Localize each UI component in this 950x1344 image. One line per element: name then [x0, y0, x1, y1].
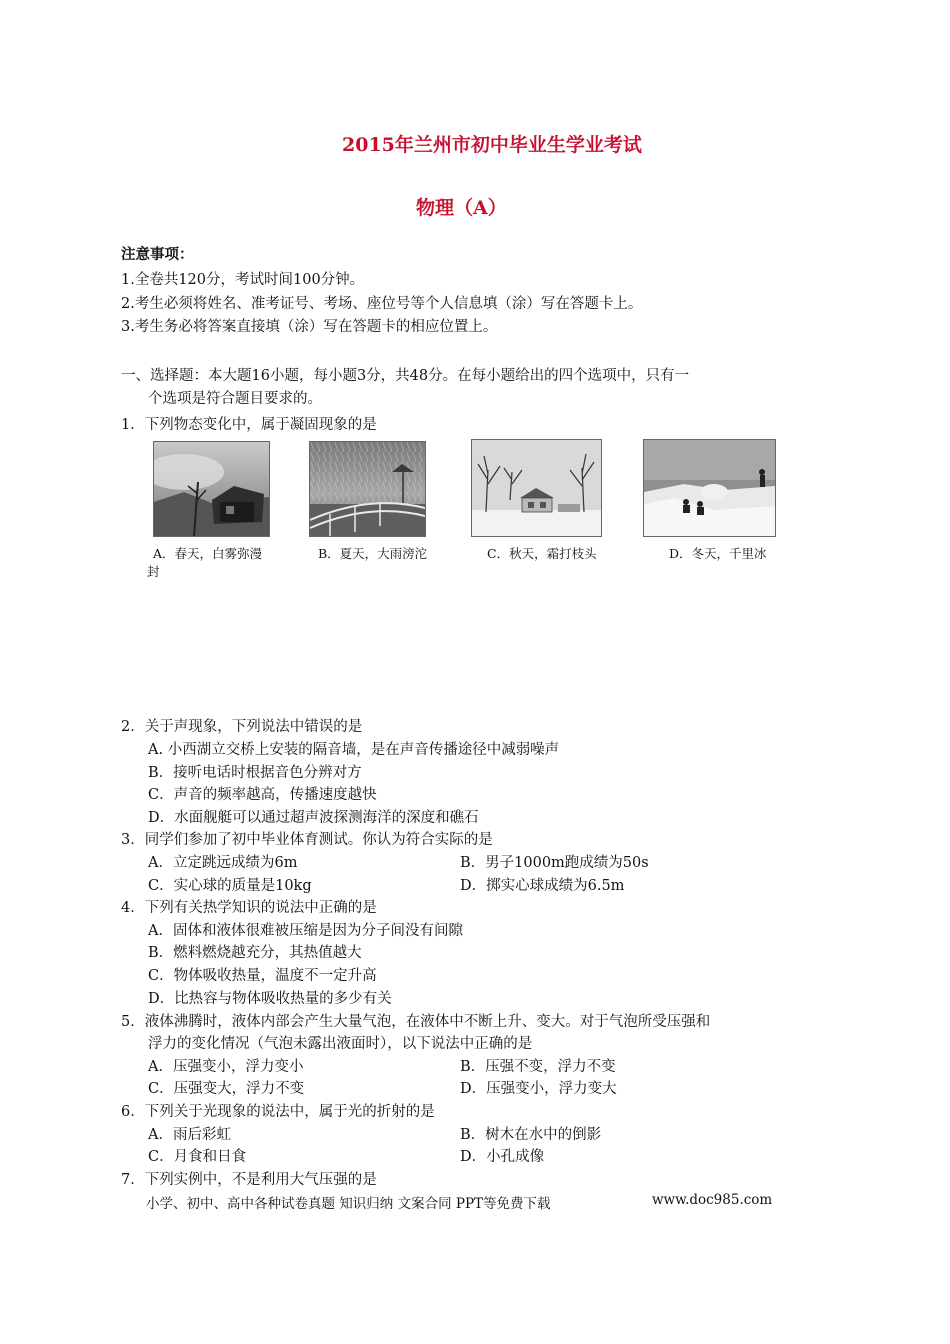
option-a-caption-cont: 封: [147, 564, 160, 579]
section-instructions: 一、选择题：本大题16小题，每小题3分，共48分。在每小题给出的四个选项中，只有一: [121, 368, 690, 384]
ice-snow-photo: [643, 439, 776, 537]
question-4-stem: 4．下列有关热学知识的说法中正确的是: [121, 900, 377, 916]
question-4-option: C．物体吸收热量，温度不一定升高: [148, 968, 377, 984]
rain-railing-photo: [309, 441, 426, 537]
question-6-stem: 6．下列关于光现象的说法中，属于光的折射的是: [121, 1104, 435, 1120]
question-1-stem: 1．下列物态变化中，属于凝固现象的是: [121, 417, 377, 433]
question-6-option: D．小孔成像: [460, 1149, 545, 1165]
question-2-option: A. 小西湖立交桥上安装的隔音墙，是在声音传播途径中减弱噪声: [148, 742, 560, 758]
question-2-stem: 2．关于声现象，下列说法中错误的是: [121, 719, 363, 735]
question-6-option: C．月食和日食: [148, 1149, 247, 1165]
question-4-option: B．燃料燃烧越充分，其热值越大: [148, 945, 362, 961]
exam-subtitle: 物理（A）: [416, 197, 507, 219]
question-5-option: A．压强变小，浮力变小: [148, 1059, 304, 1075]
frost-trees-photo: [471, 439, 602, 537]
question-2-option: B．接听电话时根据音色分辨对方: [148, 765, 362, 781]
question-3-option: B．男子1000m跑成绩为50s: [460, 855, 649, 871]
note-item: 3.考生务必将答案直接填（涂）写在答题卡的相应位置上。: [121, 319, 498, 335]
question-2-option: D．水面舰艇可以通过超声波探测海洋的深度和礁石: [148, 810, 479, 826]
question-3-option: D．掷实心球成绩为6.5m: [460, 878, 625, 894]
question-6-option: A．雨后彩虹: [148, 1127, 231, 1143]
fog-house-photo: [153, 441, 270, 537]
question-5-option: C．压强变大，浮力不变: [148, 1081, 305, 1097]
question-4-option: D．比热容与物体吸收热量的多少有关: [148, 991, 392, 1007]
question-5-stem: 5．液体沸腾时，液体内部会产生大量气泡，在液体中不断上升、变大。对于气泡所受压强和: [121, 1014, 711, 1030]
question-6-option: B．树木在水中的倒影: [460, 1127, 602, 1143]
note-item: 1.全卷共120分，考试时间100分钟。: [121, 272, 365, 288]
question-5-stem-cont: 浮力的变化情况（气泡未露出液面时），以下说法中正确的是: [148, 1036, 533, 1052]
option-a-caption: A．春天，白雾弥漫: [153, 546, 263, 561]
option-b-caption: B．夏天，大雨滂沱: [318, 546, 428, 561]
option-c-caption: C．秋天，霜打枝头: [487, 546, 597, 561]
question-7-stem: 7．下列实例中，不是利用大气压强的是: [121, 1172, 377, 1188]
option-d-caption: D．冬天，千里冰: [669, 546, 767, 561]
note-item: 2.考生必须将姓名、准考证号、考场、座位号等个人信息填（涂）写在答题卡上。: [121, 296, 643, 312]
footer-text: 小学、初中、高中各种试卷真题 知识归纳 文案合同 PPT等免费下载: [146, 1196, 551, 1212]
question-5-option: B．压强不变，浮力不变: [460, 1059, 616, 1075]
exam-title: 2015年兰州市初中毕业生学业考试: [342, 134, 642, 156]
section-instructions-cont: 个选项是符合题目要求的。: [148, 391, 322, 407]
question-3-option: A．立定跳远成绩为6m: [148, 855, 298, 871]
footer-link[interactable]: www.doc985.com: [652, 1192, 773, 1208]
question-4-option: A．固体和液体很难被压缩是因为分子间没有间隙: [148, 923, 463, 939]
question-3-option: C．实心球的质量是10kg: [148, 878, 312, 894]
notes-heading: 注意事项：: [121, 246, 194, 263]
question-2-option: C．声音的频率越高，传播速度越快: [148, 787, 377, 803]
question-3-stem: 3．同学们参加了初中毕业体育测试。你认为符合实际的是: [121, 832, 493, 848]
question-5-option: D．压强变小，浮力变大: [460, 1081, 617, 1097]
